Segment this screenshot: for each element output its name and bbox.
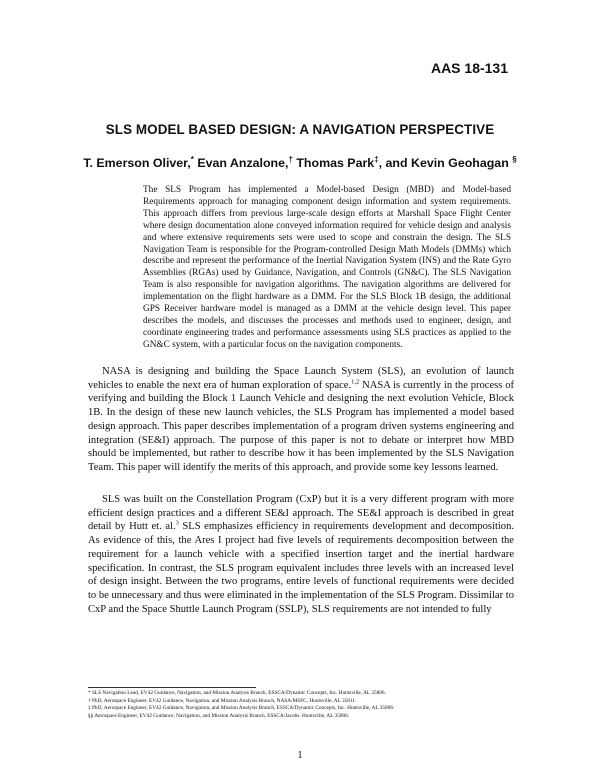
author-list [0,155,600,170]
footnote: † PhD, Aerospace Engineer, EV42 Guidance, Navigation, and Mission Analysis Branch, NASA/MSFC, Huntsville, AL 35811. [88,697,357,704]
citation-ref: 3 [175,519,179,527]
author-affiliation-mark: § [512,155,517,164]
paragraph-text: NASA is designing and building the Space Launch System (SLS), an evolution of launch vehicles to enable the next era of human exploration of space. [88,366,514,391]
body-paragraph [88,493,514,616]
paragraph-text: NASA is currently in the process of verifying and building the Block 1 Launch Vehicle and designing the next evolution Vehicle, Block 1B. In the design of these new launch vehicles, the SLS Program has implemented a model based design approach. This paper describes implementation of a program driven systems engineering and integration (SE&I) approach. The purpose of this paper is not to debate or interpret how MBD should be implemented, but rather to describe how it has been implemented by the SLS Navigation Team. This paper will identify the merits of this approach, and provide some key lessons learned. [88,379,515,473]
page-number: 1 [297,750,303,761]
author-affiliation-mark: * [190,155,194,164]
paragraph-text: SLS emphasizes efficiency in requirements development and decomposition. As evidence of this, the Ares I project had five levels of requirements decomposition between the requirement for a launch vehicle with a specified insertion target and the inertial hardware specification. In contrast, the SLS program equivalent includes three levels with an increased level of design insight. Between the two programs, entire levels of functional requirements were decided to be unnecessary and thus were eliminated in the implementation of the SLS Program. Dissimilar to CxP and the Space Shuttle Launch Program (SSLP), SLS requirements are not intended to fully [88,521,514,615]
author-affiliation-mark: ‡ [374,155,379,164]
author-name: Evan Anzalone, [197,156,289,171]
paper-title: SLS MODEL BASED DESIGN: A NAVIGATION PERSPECTIVE [105,122,495,137]
footnote: * SLS Navigation Lead, EV42 Guidance, Navigation, and Mission Analysis Branch, ESSCA/Dynamic Concepts, Inc. Huntsville, AL 35806. [88,690,386,696]
footnote-divider [88,687,256,688]
footnote: §§ Aerospace Engineer, EV42 Guidance, Navigation, and Mission Analysis Branch, ESSCA/Jacobs. Huntsville, AL 35806. [88,712,350,719]
author-name: T. Emerson Oliver, [83,156,191,171]
author-name: , and Kevin Geohagan [378,156,509,171]
citation-ref: 1,2 [351,378,360,386]
paper-id: AAS 18-131 [430,60,508,76]
author-affiliation-mark: † [288,155,293,164]
footnotes [88,690,528,720]
author-name: Thomas Park [296,156,375,171]
body-paragraph [88,365,514,475]
footnote: ‡ PhD, Aerospace Engineer, EV42 Guidance, Navigation, and Mission Analysis Branch, ESSCA/Dynamic Concepts, Inc. Huntsville, AL 35806. [88,705,395,712]
paragraph-text: SLS was built on the Constellation Program (CxP) but it is a very different program with more efficient design practices and a different SE&I approach. The SE&I approach is described in great detail by Hutt et. al. [88,494,514,533]
abstract: The SLS Program has implemented a Model-based Design (MBD) and Model-based Requirements approach for managing component design information and system requirements. This approach differs from previous large-scale design efforts at Marshall Space Flight Center where design documentation alone conveyed information required for vehicle design and analysis and where extensive requirements sets were used to scope and constrain the design. The SLS Navigation Team is responsible for the Program-controlled Design Math Models (DMMs) which describe and represent the performance of the Inertial Navigation System (INS) and the Rate Gyro Assemblies (RGAs) used by Guidance, Navigation, and Controls (GN&C). The SLS Navigation Team is also responsible for navigation algorithms. The navigation algorithms are delivered for implementation on the flight hardware as a DMM. For the SLS Block 1B design, the additional GPS Receiver hardware model is managed as a DMM at the vehicle design level. This paper describes the models, and discusses the processes and methods used to engineer, design, and coordinate engineering trades and performance assessments using SLS practices as applied to the GN&C system, with a particular focus on the navigation components. [143,185,511,350]
